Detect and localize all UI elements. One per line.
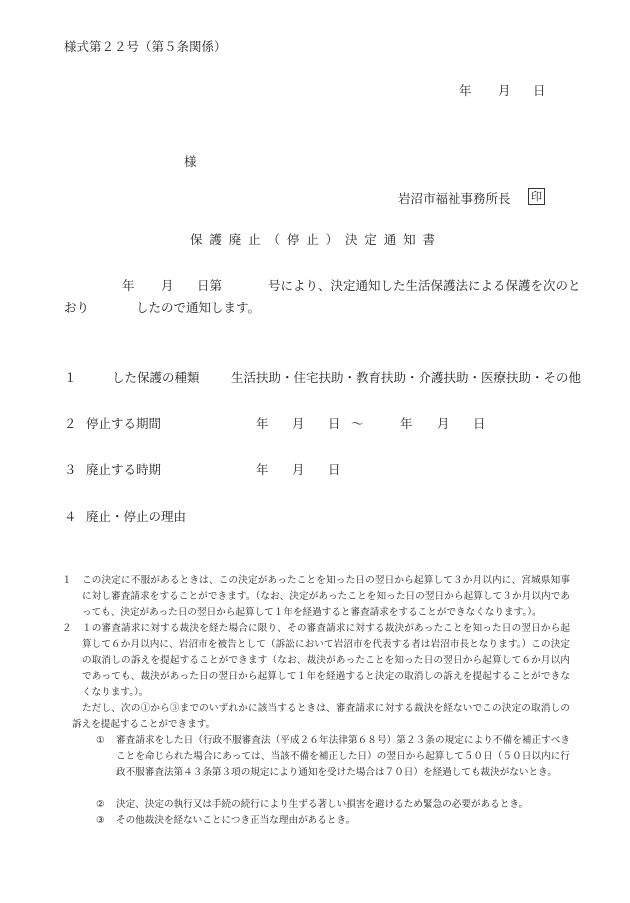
period-start-day: 日 [328, 416, 341, 431]
sub-note-text: 審査請求をした日（行政不服審査法（平成２６年法律第６８号）第２３条の規定により不備を補正すべきことを命じられた場合にあっては、当該不備を補正した日）の翌日から起算して５０日（５０日以内に行政不服審査法第４３条第３項の規定により通知を受けた場合は７０日）を経過しても裁決がないとき。 [116, 735, 570, 778]
intro-year: 年 [122, 278, 135, 293]
date-month-label: 月 [498, 83, 511, 98]
intro-text-end: したので通知します。 [136, 300, 261, 315]
addressee-suffix: 様 [184, 154, 197, 169]
item-label: 廃止する時期 [86, 462, 162, 477]
item-label: した保護の種類 [112, 370, 200, 385]
item-number: ３ [64, 462, 77, 477]
note-number: ２ [62, 623, 72, 634]
sub-note-number: ② [96, 799, 105, 810]
note-number: １ [62, 575, 72, 586]
sub-note-1 [96, 733, 570, 781]
abolition-month: 月 [292, 462, 305, 477]
date-day-label: 日 [533, 83, 546, 98]
note-text: １の審査請求に対する裁決を経た場合に限り、その審査請求に対する裁決があったことを知った日の翌日から起算して６か月以内に、岩沼市を被告として（訴訟において岩沼市を代表する者は岩沼市長となります。）この決定の取消しの訴えを提起することができます（なお、裁決があったことを知った日の翌日から起算して６か月以内であっても、裁決があった日の翌日から起算して１年を経過すると決定の取消しの訴えを提起することができなくなります。）。 [82, 623, 570, 698]
item-number: ４ [64, 509, 77, 524]
document-title: 保護廃止（停止）決定通知書 [190, 232, 442, 247]
abolition-day: 日 [328, 462, 341, 477]
item-label: 廃止・停止の理由 [86, 509, 187, 524]
note-text: この決定に不服があるときは、この決定があったことを知った日の翌日から起算して３か月以内に、宮城県知事に対し審査請求をすることができます。（なお、決定があったことを知った日の翌日から起算して３か月以内であっても、決定があった日の翌日から起算して１年を経過すると審査請求をすることができなくなります。）。 [82, 575, 570, 618]
sub-note-text: 決定、決定の執行又は手続の続行により生ずる著しい損害を避けるため緊急の必要があるとき。 [116, 799, 529, 810]
date-year-label: 年 [459, 83, 472, 98]
period-start-month: 月 [292, 416, 305, 431]
sub-note-number: ③ [96, 815, 105, 826]
intro-month: 月 [161, 278, 174, 293]
period-start-year: 年 [256, 416, 269, 431]
item-number: ２ [64, 416, 77, 431]
intro-text: 号により、決定通知した生活保護法による保護を次のと [268, 278, 581, 293]
sub-note-text: その他裁決を経ないことにつき正当な理由があるとき。 [116, 815, 356, 826]
period-end-year: 年 [400, 416, 413, 431]
form-number: 様式第２２号（第５条関係） [64, 39, 227, 54]
item-value: 生活扶助・住宅扶助・教育扶助・介護扶助・医療扶助・その他 [231, 370, 582, 385]
note-lawsuit [62, 621, 570, 701]
item-label: 停止する期間 [86, 416, 162, 431]
note-exception: ただし、次の①から③までのいずれかに該当するときは、審査請求に対する裁決を経ないでこの決定の取消しの訴えを提起することができます。 [72, 703, 570, 730]
seal-mark: 印 [528, 188, 545, 205]
issuer-name: 岩沼市福祉事務所長 [398, 191, 511, 206]
intro-day-number: 日第 [197, 278, 223, 293]
sub-note-number: ① [96, 735, 105, 746]
period-separator: ～ [351, 416, 364, 431]
period-end-month: 月 [437, 416, 450, 431]
period-end-day: 日 [473, 416, 486, 431]
abolition-year: 年 [256, 462, 269, 477]
intro-text-start: おり [64, 300, 90, 315]
note-appeal [62, 573, 570, 621]
sub-note-2 [96, 797, 570, 813]
item-number: １ [64, 370, 77, 385]
sub-note-3 [96, 813, 570, 829]
